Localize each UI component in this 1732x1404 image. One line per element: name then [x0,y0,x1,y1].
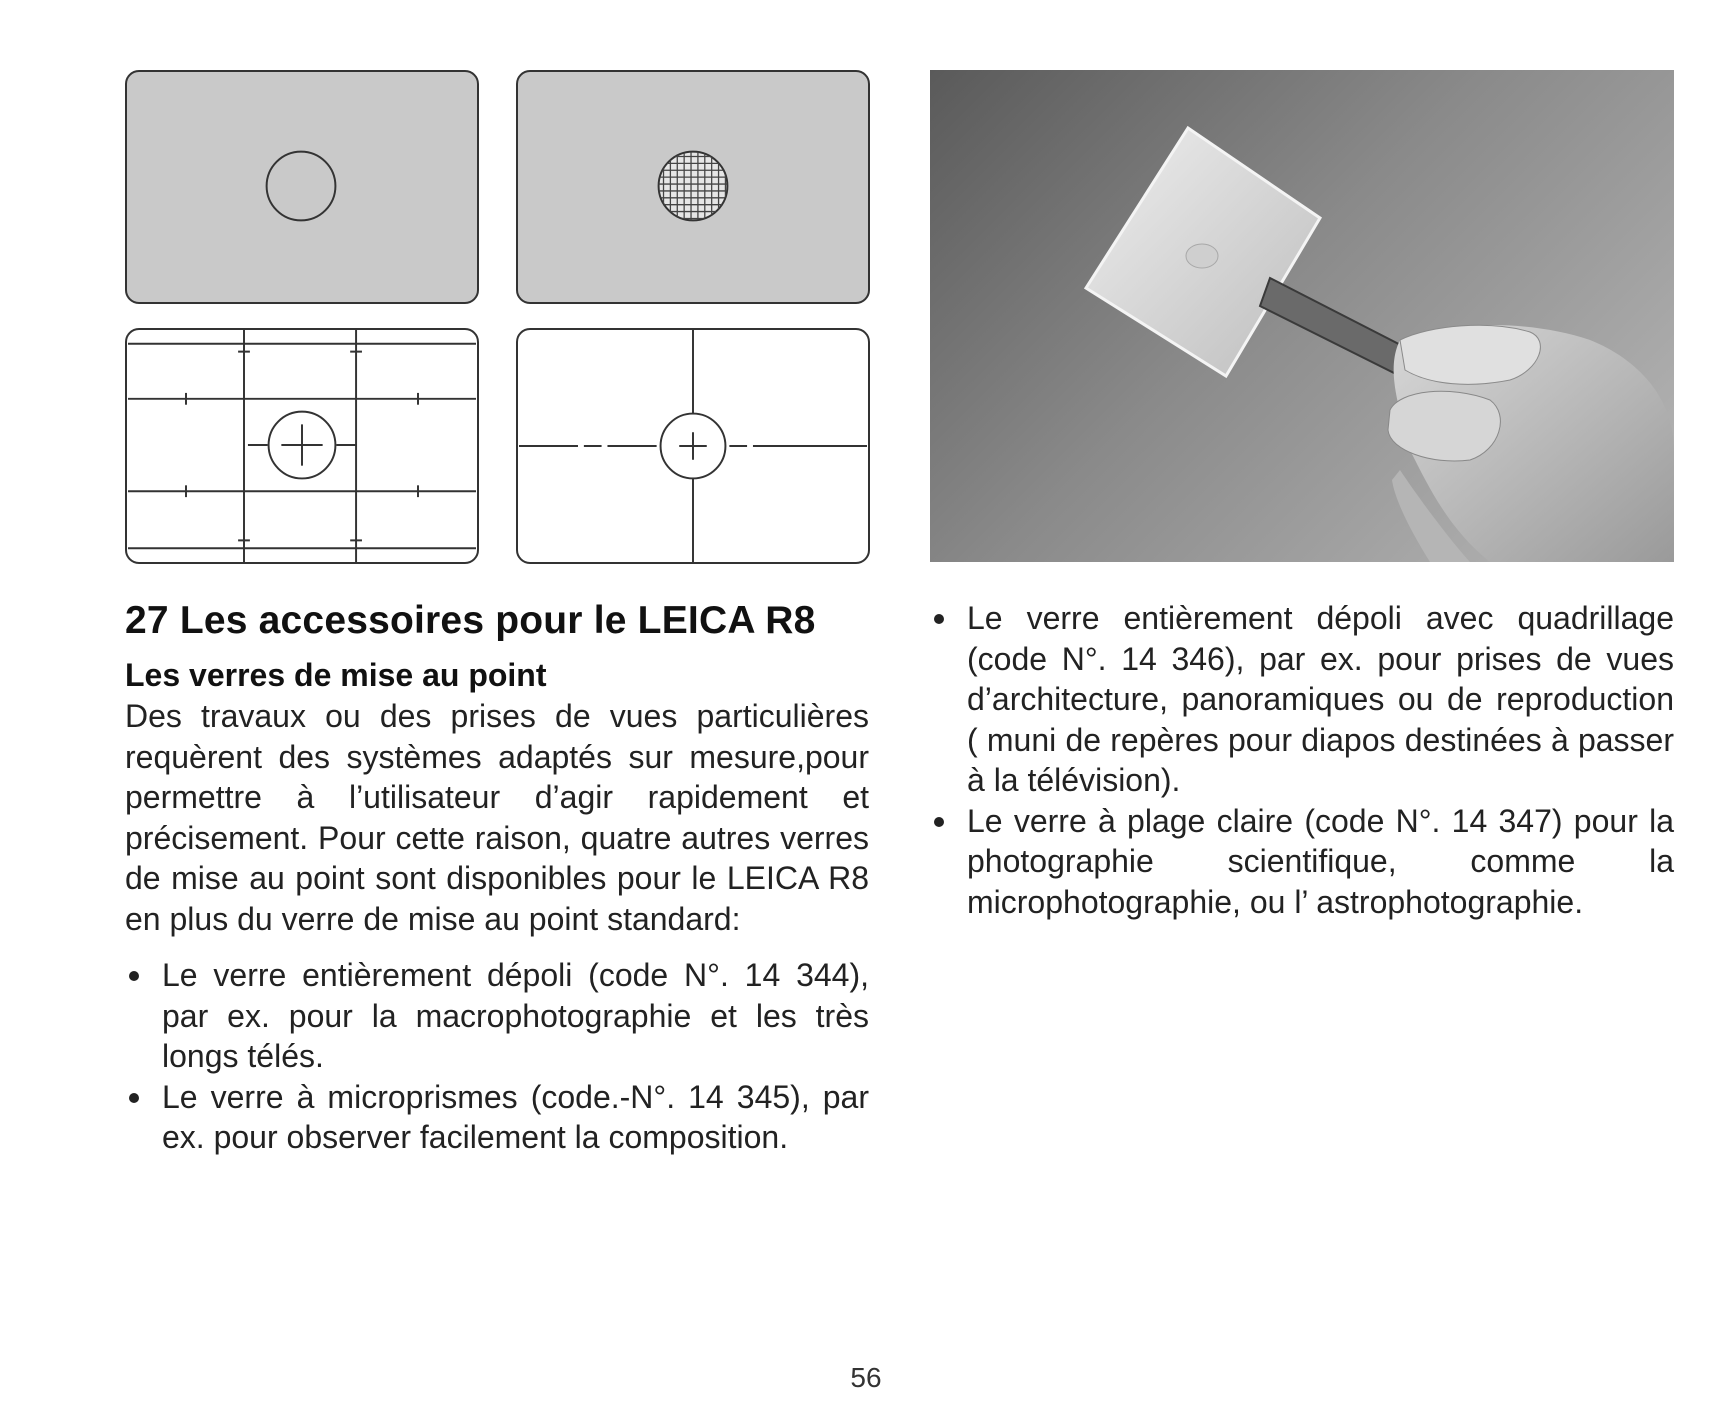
list-item: Le verre entièrement dépoli avec quadrillage (code N°. 14 346), par ex. pour prises de vues d’architecture, panoramiques ou de reproduction ( muni de repères pour diapos destinées à passer à la télévision). [930,598,1674,801]
list-item: Le verre entièrement dépoli (code N°. 14 344), par ex. pour la macrophotographie et les très longs télés. [125,955,869,1077]
list-item: Le verre à microprismes (code.-N°. 14 345), par ex. pour observer facilement la composition. [125,1077,869,1158]
right-bullet-list [930,598,1674,922]
microprism-graphic [518,72,868,302]
section-heading: 27 Les accessoires pour le LEICA R8 [125,599,816,642]
right-column [930,598,1674,922]
matte-circle-graphic [127,72,477,302]
left-bullet-list [125,955,869,1158]
subsection-heading: Les verres de mise au point [125,657,547,693]
left-column [125,598,869,1158]
intro-paragraph: Des travaux ou des prises de vues particulières requèrent des systèmes adaptés sur mesure,pour permettre à l’utilisateur d’agir rapidement et précisement. Pour cette raison, quatre autres verres de mise au point sont disponibles pour le LEICA R8 en plus du verre de mise au point standard: [125,698,869,937]
screen-clear-spot-diagram [516,328,870,564]
page-number: 56 [850,1362,882,1393]
screen-microprism-diagram [516,70,870,304]
focusing-screen-photo [930,70,1674,562]
clear-spot-graphic [518,330,868,562]
grid-graphic [127,330,477,562]
list-item: Le verre à plage claire (code N°. 14 347) pour la photographie scientifique, comme la microphotographie, ou l’ astrophotographie. [930,801,1674,923]
screen-grid-diagram [125,328,479,564]
hand-holding-screen-illustration [930,70,1674,562]
screen-full-matte-diagram [125,70,479,304]
